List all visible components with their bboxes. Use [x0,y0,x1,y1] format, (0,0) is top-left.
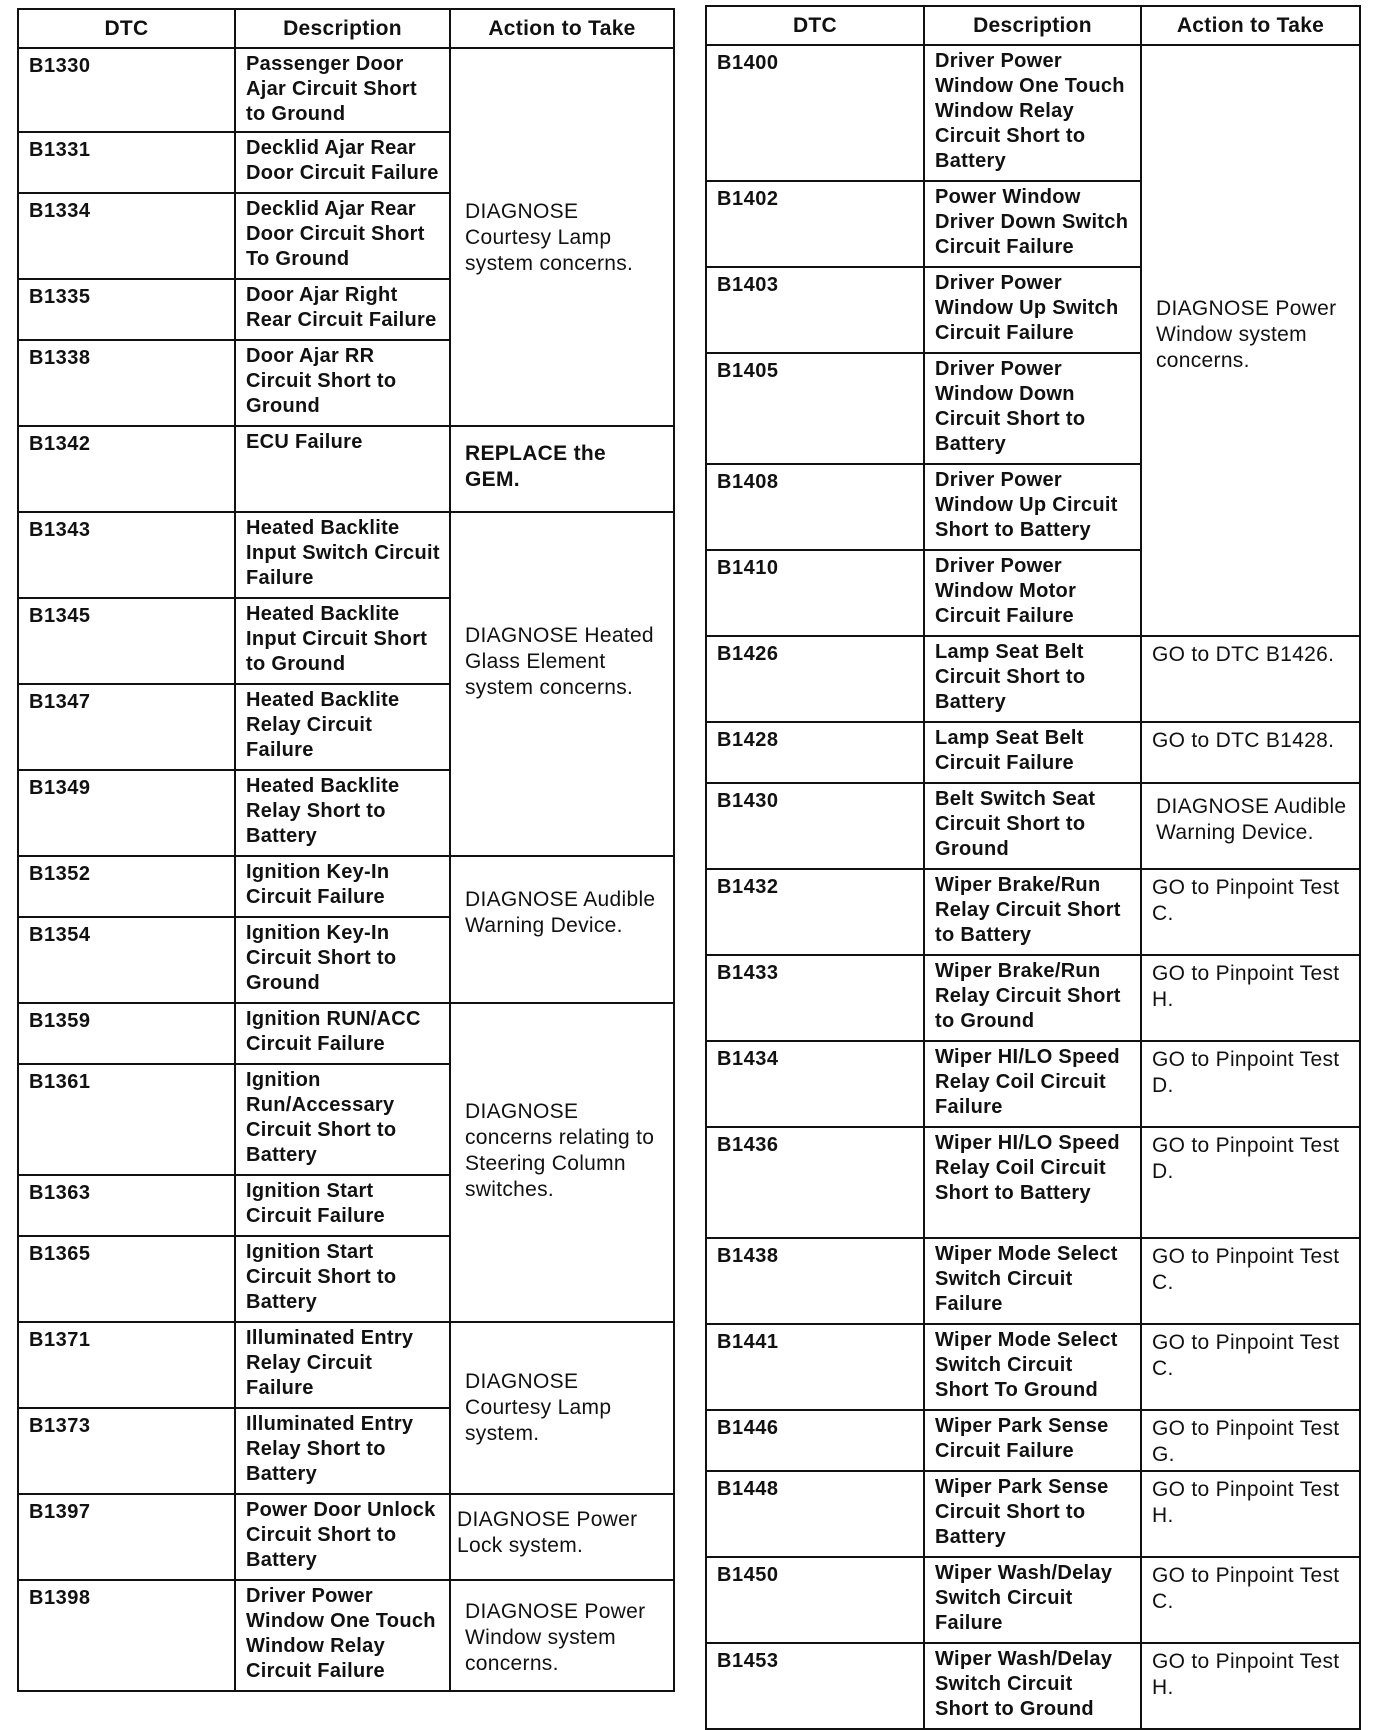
dtc-description: Power Door Unlock Circuit Short to Battery [235,1494,450,1580]
dtc-description: Door Ajar RR Circuit Short to Ground [235,340,450,426]
action-cell: DIAGNOSE Courtesy Lamp system concerns. [450,48,674,426]
dtc-code: B1371 [18,1322,235,1408]
action-cell: DIAGNOSE Audible Warning Device. [450,856,674,1003]
dtc-description: Heated Backlite Relay Circuit Failure [235,684,450,770]
dtc-code: B1448 [706,1471,924,1557]
dtc-description: Driver Power Window Up Switch Circuit Failure [924,267,1141,353]
dtc-description: Heated Backlite Relay Short to Battery [235,770,450,856]
dtc-code: B1408 [706,464,924,550]
dtc-code: B1343 [18,512,235,598]
dtc-code: B1361 [18,1064,235,1175]
dtc-table-right [705,5,1361,1730]
dtc-description: Ignition Key-In Circuit Failure [235,856,450,917]
dtc-description: ECU Failure [235,426,450,512]
dtc-description: Ignition Run/Accessary Circuit Short to Battery [235,1064,450,1175]
action-cell: REPLACE the GEM. [450,426,674,512]
dtc-description: Wiper Mode Select Switch Circuit Short To Ground [924,1324,1141,1410]
dtc-code: B1446 [706,1410,924,1471]
dtc-description: Wiper Brake/Run Relay Circuit Short to Ground [924,955,1141,1041]
dtc-description: Wiper Wash/Delay Switch Circuit Failure [924,1557,1141,1643]
table-row [706,45,1360,181]
dtc-code: B1405 [706,353,924,464]
dtc-description: Driver Power Window Motor Circuit Failure [924,550,1141,636]
table-header-row [706,6,1360,45]
dtc-description: Wiper HI/LO Speed Relay Coil Circuit Short to Battery [924,1127,1141,1238]
dtc-description: Wiper Brake/Run Relay Circuit Short to Battery [924,869,1141,955]
table-row [18,1494,674,1580]
dtc-code: B1345 [18,598,235,684]
table-row [706,955,1360,1041]
dtc-code: B1426 [706,636,924,722]
table-row [706,869,1360,955]
dtc-code: B1338 [18,340,235,426]
dtc-description: Wiper Park Sense Circuit Failure [924,1410,1141,1471]
header-action: Action to Take [450,9,674,48]
dtc-description: Driver Power Window One Touch Window Relay Circuit Short to Battery [924,45,1141,181]
action-cell: DIAGNOSE concerns relating to Steering Column switches. [450,1003,674,1322]
dtc-description: Door Ajar Right Rear Circuit Failure [235,279,450,340]
dtc-code: B1441 [706,1324,924,1410]
dtc-description: Ignition RUN/ACC Circuit Failure [235,1003,450,1064]
table-row [18,48,674,132]
dtc-description: Belt Switch Seat Circuit Short to Ground [924,783,1141,869]
table-header-row [18,9,674,48]
table-row [18,512,674,598]
dtc-description: Driver Power Window Up Circuit Short to Battery [924,464,1141,550]
dtc-code: B1436 [706,1127,924,1238]
table-row [18,1322,674,1408]
table-row [706,783,1360,869]
dtc-code: B1331 [18,132,235,193]
dtc-description: Decklid Ajar Rear Door Circuit Short To Ground [235,193,450,279]
dtc-code: B1403 [706,267,924,353]
header-dtc: DTC [18,9,235,48]
action-cell: GO to Pinpoint Test H. [1141,1471,1360,1557]
dtc-code: B1410 [706,550,924,636]
dtc-code: B1365 [18,1236,235,1322]
dtc-description: Lamp Seat Belt Circuit Failure [924,722,1141,783]
action-cell: DIAGNOSE Power Window system concerns. [1141,45,1360,636]
action-cell: DIAGNOSE Audible Warning Device. [1141,783,1360,869]
table-row [706,636,1360,722]
action-cell: DIAGNOSE Heated Glass Element system concerns. [450,512,674,856]
table-row [706,1041,1360,1127]
dtc-description: Heated Backlite Input Switch Circuit Failure [235,512,450,598]
dtc-description: Passenger Door Ajar Circuit Short to Ground [235,48,450,132]
dtc-code: B1434 [706,1041,924,1127]
dtc-code: B1433 [706,955,924,1041]
action-cell: GO to Pinpoint Test C. [1141,1557,1360,1643]
dtc-code: B1363 [18,1175,235,1236]
table-row [706,1643,1360,1729]
action-cell: GO to Pinpoint Test C. [1141,1324,1360,1410]
dtc-code: B1373 [18,1408,235,1494]
dtc-code: B1432 [706,869,924,955]
dtc-code: B1438 [706,1238,924,1324]
dtc-code: B1354 [18,917,235,1003]
dtc-code: B1349 [18,770,235,856]
action-cell: GO to DTC B1426. [1141,636,1360,722]
header-dtc: DTC [706,6,924,45]
table-row [18,856,674,917]
table-row [706,1127,1360,1238]
table-row [706,1410,1360,1471]
dtc-description: Wiper Park Sense Circuit Short to Battery [924,1471,1141,1557]
dtc-code: B1400 [706,45,924,181]
table-row [706,1238,1360,1324]
dtc-description: Driver Power Window Down Circuit Short to Battery [924,353,1141,464]
dtc-code: B1359 [18,1003,235,1064]
dtc-description: Ignition Start Circuit Short to Battery [235,1236,450,1322]
action-cell: GO to Pinpoint Test C. [1141,869,1360,955]
dtc-description: Wiper Mode Select Switch Circuit Failure [924,1238,1141,1324]
header-description: Description [235,9,450,48]
table-row [706,1471,1360,1557]
dtc-description: Ignition Start Circuit Failure [235,1175,450,1236]
action-cell: DIAGNOSE Power Window system concerns. [450,1580,674,1691]
table-row [18,1003,674,1064]
dtc-code: B1430 [706,783,924,869]
dtc-description: Illuminated Entry Relay Circuit Failure [235,1322,450,1408]
dtc-description: Wiper Wash/Delay Switch Circuit Short to Ground [924,1643,1141,1729]
action-cell: GO to Pinpoint Test D. [1141,1041,1360,1127]
header-action: Action to Take [1141,6,1360,45]
action-cell: GO to Pinpoint Test D. [1141,1127,1360,1238]
dtc-description: Heated Backlite Input Circuit Short to Ground [235,598,450,684]
table-row [18,1580,674,1691]
dtc-code: B1398 [18,1580,235,1691]
dtc-code: B1330 [18,48,235,132]
dtc-description: Lamp Seat Belt Circuit Short to Battery [924,636,1141,722]
dtc-code: B1334 [18,193,235,279]
action-cell: DIAGNOSE Power Lock system. [450,1494,674,1580]
dtc-description: Wiper HI/LO Speed Relay Coil Circuit Failure [924,1041,1141,1127]
header-description: Description [924,6,1141,45]
dtc-code: B1428 [706,722,924,783]
dtc-code: B1450 [706,1557,924,1643]
dtc-description: Decklid Ajar Rear Door Circuit Failure [235,132,450,193]
dtc-description: Power Window Driver Down Switch Circuit Failure [924,181,1141,267]
dtc-table-left [17,8,675,1692]
action-cell: GO to Pinpoint Test H. [1141,1643,1360,1729]
dtc-code: B1352 [18,856,235,917]
action-cell: GO to Pinpoint Test H. [1141,955,1360,1041]
dtc-code: B1335 [18,279,235,340]
table-row [706,722,1360,783]
dtc-code: B1347 [18,684,235,770]
dtc-description: Illuminated Entry Relay Short to Battery [235,1408,450,1494]
dtc-description: Ignition Key-In Circuit Short to Ground [235,917,450,1003]
dtc-code: B1402 [706,181,924,267]
table-row [706,1324,1360,1410]
action-cell: GO to DTC B1428. [1141,722,1360,783]
action-cell: DIAGNOSE Courtesy Lamp system. [450,1322,674,1494]
dtc-code: B1397 [18,1494,235,1580]
table-row [706,1557,1360,1643]
dtc-description: Driver Power Window One Touch Window Relay Circuit Failure [235,1580,450,1691]
action-cell: GO to Pinpoint Test G. [1141,1410,1360,1471]
dtc-code: B1453 [706,1643,924,1729]
dtc-code: B1342 [18,426,235,512]
table-row [18,426,674,512]
action-cell: GO to Pinpoint Test C. [1141,1238,1360,1324]
